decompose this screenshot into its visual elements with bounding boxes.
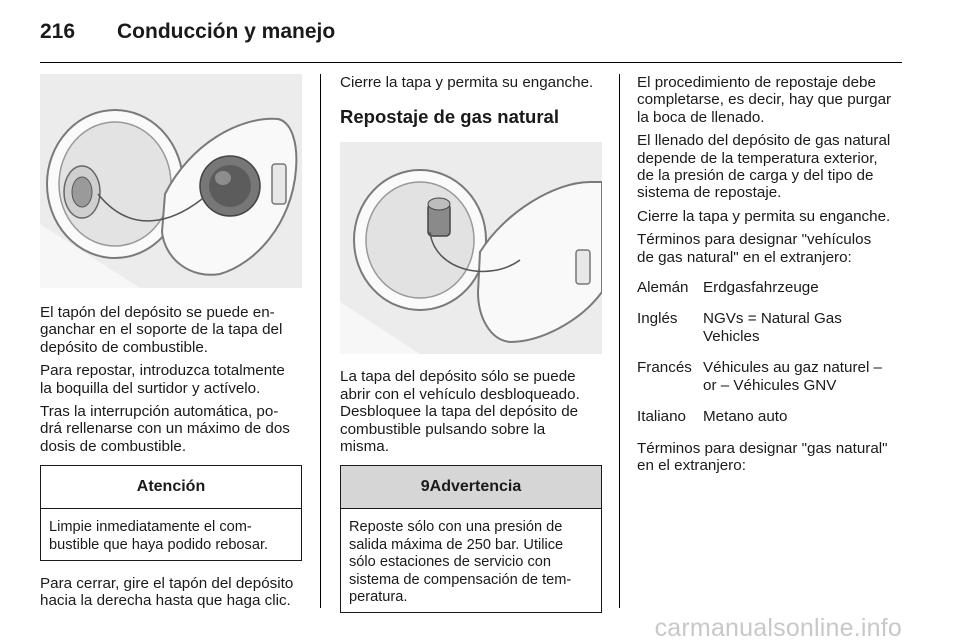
warning-icon: 9 [420, 478, 430, 496]
term-language: Italiano [637, 408, 686, 426]
terms-row [637, 279, 882, 310]
term-language: Inglés [637, 310, 678, 328]
fuel-cap-illustration [40, 74, 302, 288]
paragraph: El procedimiento de repostaje debe completarse, es decir, hay que purgar la boca de llenado. [637, 74, 892, 126]
term-value: Véhicules au gaz naturel – or – Véhicules GNV [703, 359, 882, 394]
term-value: Erdgasfahrzeuge [703, 279, 819, 297]
term-language: Alemán [637, 279, 689, 297]
terms-table [637, 279, 882, 439]
column-2 [340, 74, 602, 613]
warning-title-bar [341, 466, 601, 509]
warning-box [340, 465, 602, 613]
column-divider [619, 74, 620, 608]
watermark: carmanualsonline.info [654, 614, 902, 642]
paragraph: Términos para designar "gas natural" en el extranjero: [637, 439, 888, 474]
column-3 [637, 74, 905, 480]
paragraph: Cierre la tapa y permita su enganche. [340, 74, 594, 91]
paragraph: El tapón del depósito se puede en- ganchar en el soporte de la tapa del depósito de combustible. [40, 304, 283, 356]
attention-box [40, 465, 302, 561]
warning-title: Advertencia [429, 478, 522, 496]
chapter-title: Conducción y manejo [117, 20, 336, 43]
term-value: NGVs = Natural Gas Vehicles [703, 310, 842, 345]
section-title: Repostaje de gas natural [340, 106, 559, 128]
page-header [40, 18, 902, 63]
page-number: 216 [40, 20, 76, 43]
term-value: Metano auto [703, 408, 788, 426]
terms-row [637, 408, 882, 439]
column-1 [40, 74, 302, 616]
term-language: Francés [637, 359, 692, 377]
warning-body: Reposte sólo con una presión de salida máxima de 250 bar. Utilice sólo estaciones de servicio con sistema de compensación de tem- peratura. [349, 519, 572, 606]
column-divider [320, 74, 321, 608]
attention-body: Limpie inmediatamente el com- bustible que haya podido rebosar. [49, 519, 269, 553]
gas-filler-illustration [340, 142, 602, 354]
paragraph: El llenado del depósito de gas natural depende de la temperatura exterior, de la presión de carga y del tipo de sistema de repostaje. [637, 132, 891, 202]
terms-row [637, 359, 882, 408]
attention-title: Atención [41, 466, 301, 509]
paragraph: Cierre la tapa y permita su enganche. [637, 207, 891, 225]
paragraph: Tras la interrupción automática, po- drá rellenarse con un máximo de dos dosis de combustible. [40, 403, 290, 455]
paragraph: Para repostar, introduzca totalmente la boquilla del surtidor y actívelo. [40, 362, 285, 397]
paragraph: La tapa del depósito sólo se puede abrir con el vehículo desbloqueado. Desbloquee la tapa del depósito de combustible pulsando sobre la misma. [340, 368, 580, 456]
terms-row [637, 310, 882, 359]
paragraph: Para cerrar, gire el tapón del depósito hacia la derecha hasta que haga clic. [40, 575, 294, 610]
paragraph: Términos para designar "vehículos de gas natural" en el extranjero: [637, 231, 872, 266]
